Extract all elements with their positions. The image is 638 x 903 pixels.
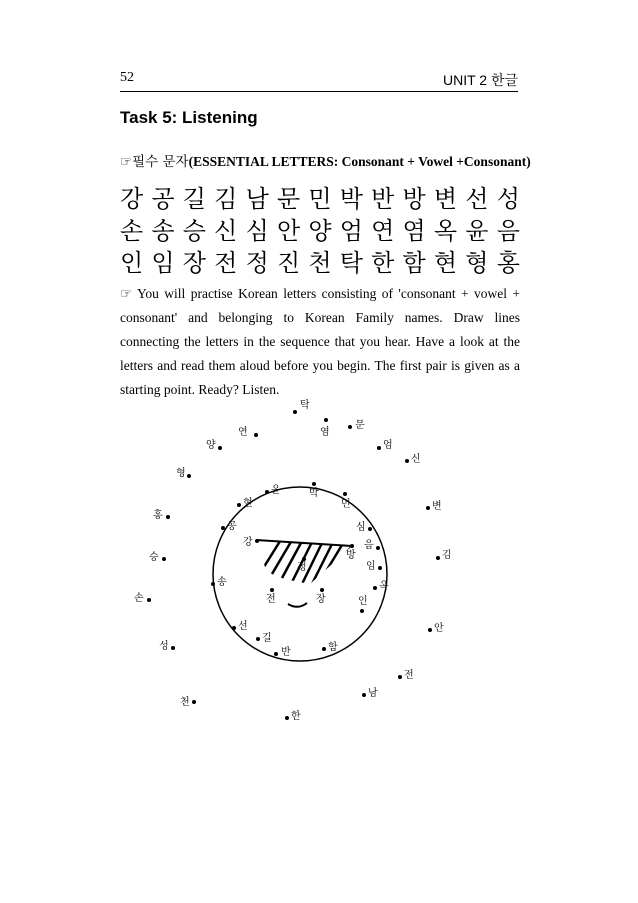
letter: 남 (245, 185, 269, 213)
letter: 형 (465, 249, 489, 277)
letter: 민 (308, 185, 332, 213)
dot (211, 582, 215, 586)
dot-label: 반 (281, 647, 291, 658)
dot (166, 515, 170, 519)
dot (377, 446, 381, 450)
dot-label: 연 (238, 427, 248, 438)
instructions-paragraph: ☞ You will practise Korean letters consisting of 'consonant + vowel + consonant' and belonging to Korean Family names. Draw lines connecting the letters in the sequence that you hear. Have a look at the letters and read them aloud before you begin. The first pair is given as a starting point. Ready? Listen. (120, 286, 520, 397)
dot-label: 손 (134, 593, 144, 604)
letter: 길 (182, 185, 206, 213)
dot-label: 신 (411, 454, 421, 465)
dot-label: 방 (346, 550, 356, 561)
letter: 음 (496, 217, 520, 245)
dot-label: 길 (262, 633, 272, 644)
dot-label: 강 (243, 537, 253, 548)
dot-label: 한 (291, 711, 301, 722)
dot (405, 459, 409, 463)
dot (265, 490, 269, 494)
letter: 전 (214, 249, 238, 277)
dot (426, 506, 430, 510)
letter: 반 (371, 185, 395, 213)
mouth (288, 603, 307, 607)
dot (322, 647, 326, 651)
dot-label: 옥 (379, 581, 389, 592)
dot-label: 심 (356, 522, 366, 533)
starter-line (256, 540, 352, 546)
dot (285, 716, 289, 720)
letter: 손 (120, 217, 144, 245)
dot-label: 인 (358, 596, 368, 607)
letter: 양 (308, 217, 332, 245)
letter: 성 (496, 185, 520, 213)
dot-label: 염 (320, 427, 330, 438)
letter: 진 (276, 249, 301, 277)
dot-label: 변 (432, 501, 442, 512)
letter: 현 (433, 249, 458, 277)
dot-label: 탁 (300, 400, 310, 411)
dot-label: 엄 (383, 440, 393, 451)
dot (320, 588, 324, 592)
dot (324, 418, 328, 422)
letter: 탁 (339, 249, 363, 277)
dot-label: 박 (309, 488, 319, 499)
dot-label: 안 (434, 623, 444, 634)
letter: 공 (151, 185, 175, 213)
letter: 선 (465, 185, 489, 213)
dot-label: 홍 (153, 510, 163, 521)
dot-label: 장 (316, 594, 326, 605)
dot-label: 송 (217, 577, 227, 588)
dot (348, 425, 352, 429)
letter: 윤 (465, 217, 489, 245)
letter: 김 (214, 185, 238, 213)
dot (362, 693, 366, 697)
face-outline (213, 487, 387, 661)
dot-label: 양 (206, 440, 216, 451)
unit-title: UNIT 2 한글 (442, 72, 518, 88)
dot (373, 586, 377, 590)
letter: 승 (182, 217, 206, 245)
dot (218, 446, 222, 450)
dot-label: 선 (238, 621, 248, 632)
letter: 강 (120, 185, 144, 213)
dot (376, 546, 380, 550)
dot (274, 652, 278, 656)
dot (360, 609, 364, 613)
dot (378, 566, 382, 570)
dot (293, 410, 297, 414)
letter: 심 (245, 217, 269, 245)
dot (187, 474, 191, 478)
dot (350, 544, 354, 548)
letter: 한 (371, 249, 395, 277)
dot (398, 675, 402, 679)
dot (256, 637, 260, 641)
dot (255, 539, 259, 543)
letter: 천 (308, 249, 332, 277)
letter: 신 (214, 217, 238, 245)
dot (171, 646, 175, 650)
page-number: 52 (120, 70, 134, 85)
dot (147, 598, 151, 602)
dot (312, 482, 316, 486)
letter: 옥 (433, 217, 458, 245)
dot-label: 전 (404, 670, 414, 681)
letter: 변 (433, 185, 458, 213)
dot-label: 김 (442, 550, 452, 561)
letter: 정 (245, 249, 269, 277)
dot-label: 성 (159, 641, 169, 652)
pointer-icon: ☞ (120, 154, 133, 170)
task-title: Task 5: Listening (120, 108, 258, 127)
dot-label: 전 (266, 594, 276, 605)
dot-label: 임 (366, 561, 376, 572)
letter: 송 (151, 217, 175, 245)
dot-label: 천 (180, 697, 190, 708)
dot (436, 556, 440, 560)
dot-label: 정 (297, 562, 307, 573)
dot-label: 민 (341, 499, 351, 510)
dot-label: 승 (149, 552, 159, 563)
letter: 장 (182, 249, 206, 277)
dot-label: 함 (328, 642, 338, 653)
letter: 문 (276, 185, 301, 213)
dot (254, 433, 258, 437)
dot (192, 700, 196, 704)
letter: 인 (120, 249, 144, 277)
dot (232, 626, 236, 630)
dot (237, 503, 241, 507)
letter: 방 (402, 185, 426, 213)
dot-label: 공 (227, 521, 237, 532)
dot (368, 527, 372, 531)
dot (221, 526, 225, 530)
dot-label: 형 (176, 468, 186, 479)
dot (162, 557, 166, 561)
letter: 임 (151, 249, 175, 277)
letter: 함 (402, 249, 426, 277)
dot (343, 492, 347, 496)
dot (270, 588, 274, 592)
dot-label: 음 (364, 540, 374, 551)
letter: 연 (371, 217, 395, 245)
dot-label: 남 (368, 688, 378, 699)
dot-label: 윤 (271, 485, 281, 496)
essential-korean: 필수 문자 (132, 154, 189, 170)
letter: 홍 (496, 249, 520, 277)
dot (428, 628, 432, 632)
letter: 염 (402, 217, 426, 245)
letter: 엄 (339, 217, 363, 245)
dot (302, 557, 306, 561)
letter: 안 (276, 217, 301, 245)
essential-english: (ESSENTIAL LETTERS: Consonant + Vowel +Consonant) (188, 154, 531, 169)
dot-label: 현 (243, 498, 253, 509)
dot-label: 문 (355, 420, 365, 431)
letter: 박 (339, 185, 363, 213)
